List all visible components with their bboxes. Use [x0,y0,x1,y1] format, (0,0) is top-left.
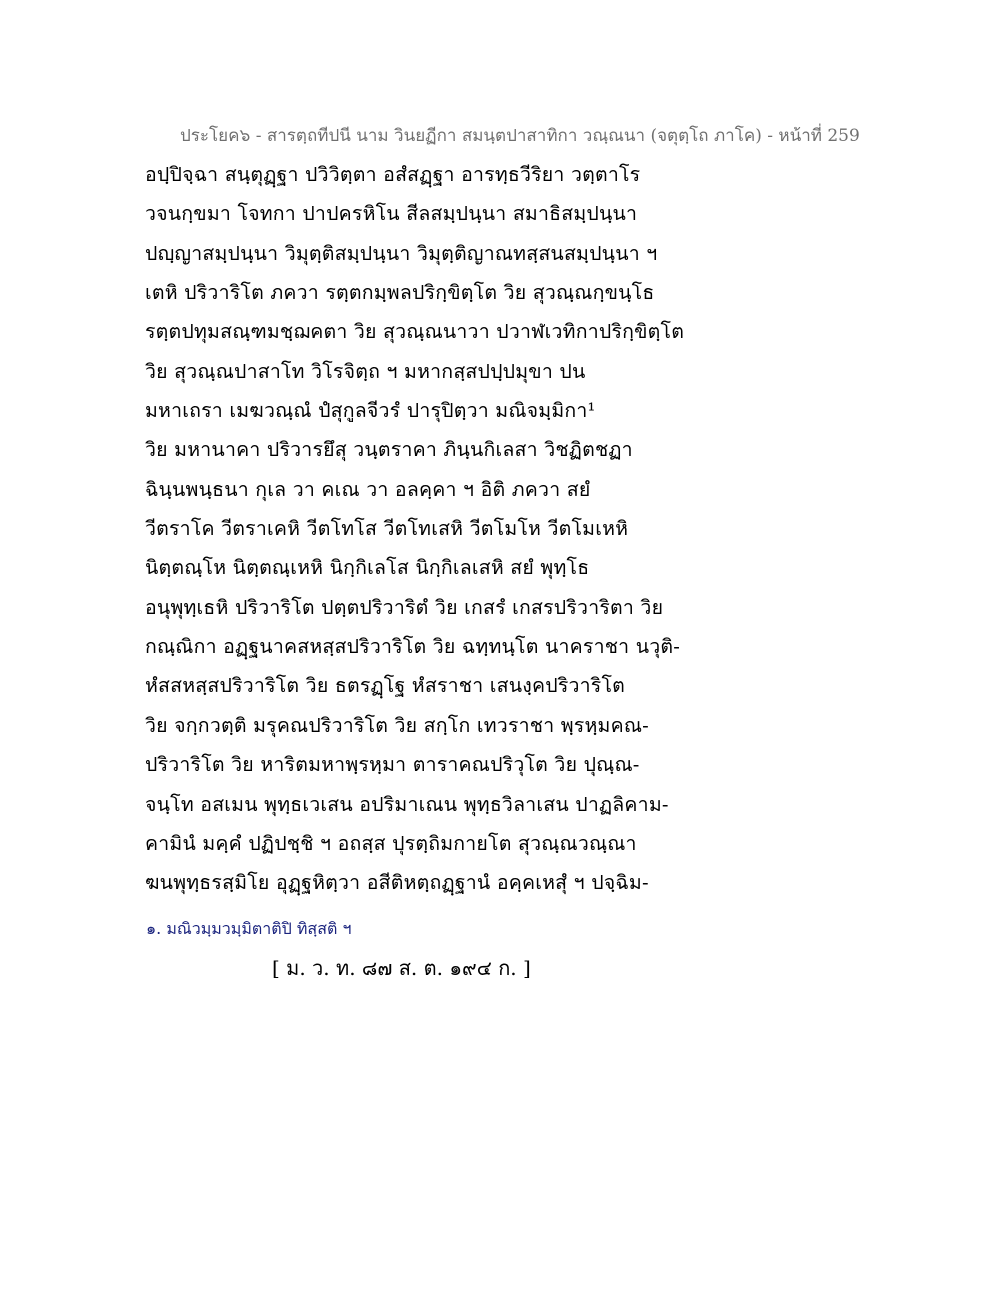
text-line: กณฺณิกา อฏฺฐนาคสหสฺสปริวาริโต วิย ฉทฺทนฺโต นาคราชา นวุติ- [145,635,681,659]
text-line: นิตฺตณฺโห นิตฺตณฺเหหิ นิกฺกิเลโส นิกฺกิเลเสหิ สยํ พุทฺโธ [145,556,590,580]
text-line: ปริวาริโต วิย หาริตมหาพฺรหฺมา ตาราคณปริวุโต วิย ปุณฺณ- [145,753,640,777]
text-line: รตฺตปทุมสณฺฑมชฺฌคตา วิย สุวณฺณนาวา ปวาฬเวทิกาปริกฺขิตฺโต [145,320,685,344]
text-line: คามินํ มคฺคํ ปฏิปชฺชิ ฯ อถสฺส ปุรตฺถิมกายโต สุวณฺณวณฺณา [145,831,637,855]
footnote: ๑. มณิวมฺมวมฺมิตาติปิ ทิสฺสติ ฯ [146,919,352,938]
page-reference: [ ม. ว. ท. ๘๗ ส. ต. ๑๙๔ ก. ] [272,956,531,980]
text-line: อปฺปิจฺฉา สนฺตุฏฺฐา ปวิวิตฺตา อสํสฏฺฐา อารทฺธวีริยา วตฺตาโร [145,163,641,186]
text-line: วิย มหานาคา ปริวารยึสุ วนฺตราคา ภินฺนกิเลสา วิชฏิตชฏา [145,438,633,462]
body-text [145,160,705,908]
text-line: วิย สุวณฺณปาสาโท วิโรจิตฺถ ฯ มหากสฺสปปฺปมุขา ปน [145,359,586,383]
text-line: ฉินฺนพนฺธนา กุเล วา คเณ วา อลคฺคา ฯ อิติ ภควา สยํ [145,477,591,501]
text-line: วีตราโค วีตราเคหิ วีตโทโส วีตโทเสหิ วีตโมโห วีตโมเหหิ [145,517,629,541]
text-line: มหาเถรา เมฆวณฺณํ ปํสุกูลจีวรํ ปารุปิตฺวา มณิจมฺมิกา¹ [145,399,596,423]
text-line: จนฺโท อสเมน พุทฺธเวเสน อปริมาเณน พุทฺธวิลาเสน ปาฏลิคาม- [145,792,669,816]
text-line: เตหิ ปริวาริโต ภควา รตฺตกมฺพลปริกฺขิตฺโต วิย สุวณฺณกฺขนฺโธ [145,281,655,305]
text-line: วิย จกฺกวตฺติ มรุคณปริวาริโต วิย สกฺโก เทวราชา พฺรหฺมคณ- [145,713,649,737]
text-line: ปญฺญาสมฺปนฺนา วิมุตฺติสมฺปนฺนา วิมุตฺติญาณทสฺสนสมฺปนฺนา ฯ [145,241,658,265]
text-line: วจนกฺขมา โจทกา ปาปครหิโน สีลสมฺปนฺนา สมาธิสมฺปนฺนา [145,202,638,226]
text-line: หํสสหสฺสปริวาริโต วิย ธตรฏฺโฐ หํสราชา เสนงฺคปริวาริโต [145,674,625,698]
text-line: ฆนพุทฺธรสฺมิโย อุฏฺฐหิตฺวา อสีติหตฺถฏฺฐานํ อคฺคเหสุํ ฯ ปจฺฉิม- [145,871,649,895]
running-header: ประโยค๖ - สารตฺถทีปนี นาม วินยฏีกา สมนฺตปาสาทิกา วณฺณนา (จตุตฺโถ ภาโค) - หน้าที่ 259 [180,126,860,146]
text-line: อนุพุทฺเธหิ ปริวาริโต ปตฺตปริวาริตํ วิย เกสรํ เกสรปริวาริตา วิย [145,595,664,619]
